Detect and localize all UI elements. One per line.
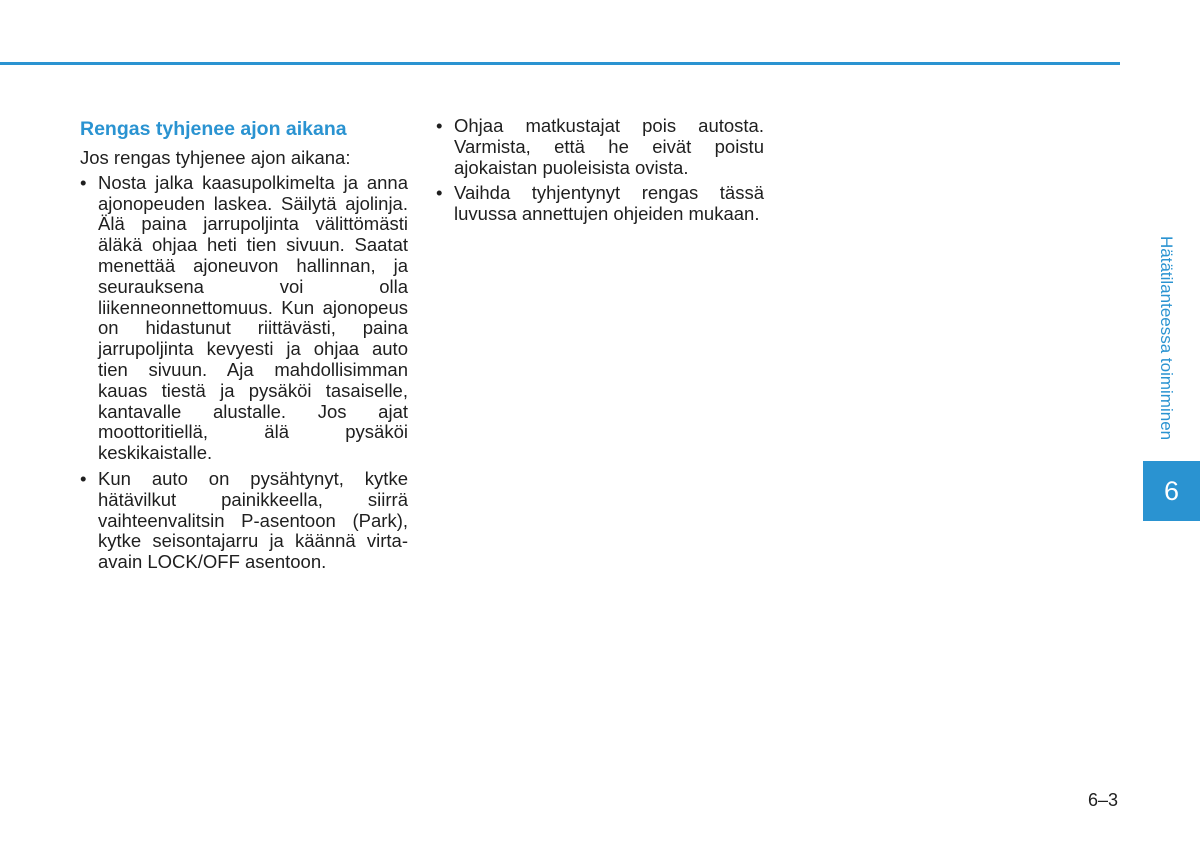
bullet-icon: • <box>436 115 443 136</box>
chapter-title-vertical: Hätätilanteessa toimiminen <box>1157 236 1176 441</box>
chapter-number-tab: 6 <box>1143 461 1200 521</box>
list-item-text: Vaihda tyhjentynyt rengas tässä luvussa annettujen ohjeiden mukaan. <box>454 182 764 225</box>
bullet-icon: • <box>436 182 443 204</box>
header-rule <box>0 62 1120 65</box>
list-item-text: Ohjaa matkustajat pois autosta. Varmista, että he eivät poistu ajokaistan puoleisista ovista. <box>454 115 764 178</box>
bullet-icon: • <box>80 467 87 489</box>
list-item <box>436 183 764 225</box>
list-item-text: Nosta jalka kaasupolkimelta ja anna ajonopeuden laskea. Säilytä ajolinja. Älä paina jarrupoljinta välittömästi äläkä ohjaa heti tien sivuun. Saatat menettää ajoneuvon hallinnan, ja seurauksena voi olla liikenneonnettomuus. Kun ajonopeus on hidastunut riittävästi, paina jarrupoljinta kevyesti ja ohjaa auto tien sivuun. Aja mahdollisimman kauas tiestä ja pysäköi tasaiselle, kantavalle alustalle. Jos ajat moottoritiellä, älä pysäköi keskikaistalle. <box>98 171 408 464</box>
bullet-icon: • <box>80 171 87 193</box>
list-item <box>80 469 408 573</box>
page-number: 6–3 <box>1088 790 1119 810</box>
right-bullet-list <box>436 116 764 225</box>
list-item-text: Kun auto on pysähtynyt, kytke hätävilkut painikkeella, siirrä vaihteenvalitsin P-asentoon (Park), kytke seisontajarru ja käännä virta-avain LOCK/OFF asentoon. <box>98 467 408 573</box>
list-item <box>436 116 764 178</box>
intro-text: Jos rengas tyhjenee ajon aikana: <box>80 147 351 168</box>
list-item <box>80 173 408 464</box>
left-column <box>80 116 408 578</box>
section-heading: Rengas tyhjenee ajon aikana <box>80 118 347 140</box>
right-column <box>436 116 764 230</box>
left-bullet-list <box>80 173 408 573</box>
